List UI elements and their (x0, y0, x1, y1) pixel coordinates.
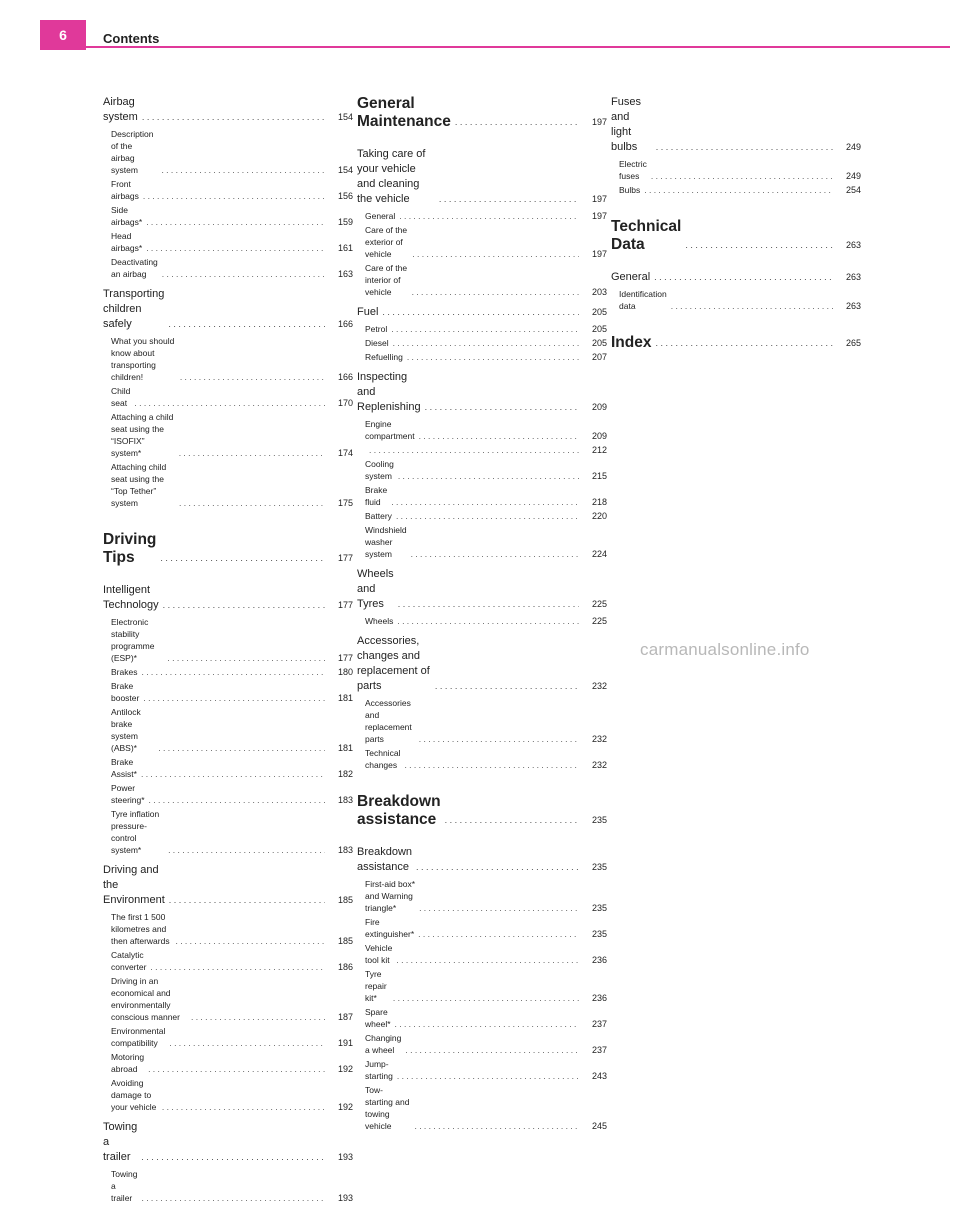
toc-entry-title: Brake Assist* (111, 757, 137, 779)
toc-sub-entry[interactable] (103, 1025, 353, 1049)
toc-entry-page: 154 (337, 165, 353, 175)
toc-sub-entry[interactable] (357, 323, 607, 335)
toc-entry-page: 220 (591, 511, 607, 521)
toc-entry-page: 166 (337, 319, 353, 329)
toc-entry-page: 193 (337, 1193, 353, 1203)
toc-entry-title: Motoring abroad (111, 1052, 145, 1074)
toc-entry-title: Brake booster (111, 681, 140, 703)
toc-entry-page: 209 (591, 402, 607, 412)
dot-leader (382, 305, 579, 320)
toc-sub-entry[interactable] (103, 178, 353, 202)
toc-entry-page: 205 (591, 324, 607, 334)
toc-sub-entry[interactable] (357, 224, 607, 260)
toc-sub-entry[interactable] (103, 706, 353, 754)
toc-sub-entry[interactable] (611, 158, 861, 182)
toc-entry-title: Child seat (111, 386, 131, 408)
toc-entry-page: 170 (337, 398, 353, 408)
toc-entry-title: Breakdown assistance (357, 793, 441, 828)
toc-entry-title: Taking care of your vehicle and cleaning the vehicle (357, 148, 426, 205)
watermark: carmanualsonline.info (640, 640, 810, 659)
toc-entry-page: 156 (337, 191, 353, 201)
toc-section-entry[interactable] (357, 305, 607, 320)
dot-leader (143, 692, 325, 704)
dot-leader (405, 1044, 579, 1056)
toc-entry-title: Jump-starting (365, 1059, 393, 1081)
toc-sub-entry[interactable] (357, 337, 607, 349)
dot-leader (671, 300, 833, 312)
toc-entry-page: 235 (591, 815, 607, 825)
toc-entry-page: 225 (591, 616, 607, 626)
toc-entry-title: Breakdown assistance (357, 846, 413, 873)
toc-entry-title: Attaching child seat using the “Top Tether” system (111, 462, 167, 508)
dot-leader (397, 1070, 579, 1082)
toc-sub-entry[interactable] (103, 911, 353, 947)
toc-sub-entry[interactable] (103, 808, 353, 856)
toc-entry-title: Wheels and Tyres (357, 568, 394, 610)
toc-sub-entry[interactable] (103, 680, 353, 704)
toc-entry-page: 159 (337, 217, 353, 227)
toc-entry-title: General (365, 211, 396, 221)
toc-entry-title: Technical Data (611, 218, 682, 253)
toc-sub-entry[interactable] (357, 697, 607, 745)
toc-sub-entry[interactable] (357, 418, 607, 442)
toc-entry-title: Tow-starting and towing vehicle (365, 1085, 410, 1131)
dot-leader (455, 113, 579, 131)
dot-leader (141, 1150, 325, 1165)
toc-entry-title: Windshield washer system (365, 525, 407, 559)
toc-sub-entry[interactable] (357, 1032, 607, 1056)
toc-entry-page: 249 (845, 171, 861, 181)
dot-leader (167, 652, 325, 664)
toc-entry-page: 197 (591, 249, 607, 259)
toc-sub-entry[interactable] (357, 747, 607, 771)
toc-section-entry[interactable] (357, 370, 607, 415)
toc-entry-title: Refuelling (365, 352, 403, 362)
toc-entry-title: Driving Tips (103, 531, 157, 566)
toc-sub-entry[interactable] (103, 461, 353, 509)
toc-entry-page: 209 (591, 431, 607, 441)
dot-leader (404, 759, 579, 771)
toc-sub-entry[interactable] (357, 444, 607, 456)
toc-sub-entry[interactable] (357, 1058, 607, 1082)
dot-leader (191, 1011, 325, 1023)
toc-sub-entry[interactable] (357, 524, 607, 560)
toc-entry-title: What you should know about transporting children! (111, 336, 175, 382)
toc-entry-title: Description of the airbag system (111, 129, 154, 175)
toc-entry-page: 185 (337, 936, 353, 946)
dot-leader (146, 216, 325, 228)
toc-entry-title: Technical changes (365, 748, 401, 770)
toc-entry-page: 187 (337, 1012, 353, 1022)
toc-entry-page: 181 (337, 693, 353, 703)
toc-entry-page: 225 (591, 599, 607, 609)
dot-leader (412, 248, 579, 260)
toc-sub-entry[interactable] (103, 975, 353, 1023)
toc-entry-page: 236 (591, 955, 607, 965)
toc-entry-page: 245 (591, 1121, 607, 1131)
toc-entry-page: 182 (337, 769, 353, 779)
dot-leader (655, 334, 833, 352)
dot-leader (175, 935, 325, 947)
toc-entry-title: Deactivating an airbag (111, 257, 158, 279)
toc-entry-title: Avoiding damage to your vehicle (111, 1078, 157, 1112)
toc-entry-page: 249 (845, 142, 861, 152)
toc-sub-entry[interactable] (357, 484, 607, 508)
toc-entry-title: Driving and the Environment (103, 864, 165, 906)
dot-leader (391, 496, 579, 508)
dot-leader (369, 444, 579, 456)
toc-entry-page: 186 (337, 962, 353, 972)
toc-entry-title: Vehicle tool kit (365, 943, 393, 965)
toc-entry-page: 236 (591, 993, 607, 1003)
toc-entry-page: 232 (591, 734, 607, 744)
toc-sub-entry[interactable] (103, 1077, 353, 1113)
toc-sub-entry[interactable] (103, 128, 353, 176)
dot-leader (141, 1192, 325, 1204)
dot-leader (654, 270, 833, 285)
toc-entry-title: Care of the interior of vehicle (365, 263, 408, 297)
toc-entry-title: General (611, 271, 651, 283)
dot-leader (160, 549, 325, 567)
toc-entry-title: Towing a trailer (103, 1121, 138, 1163)
dot-leader (158, 742, 325, 754)
toc-entry-title: Tyre repair kit* (365, 969, 387, 1003)
dot-leader (414, 1120, 579, 1132)
toc-section-entry[interactable] (103, 583, 353, 613)
toc-section-entry[interactable] (357, 634, 607, 694)
toc-entry-page: 237 (591, 1019, 607, 1029)
toc-entry-title: Transporting children safely (103, 288, 165, 330)
toc-entry-title: Fuses and light bulbs (611, 96, 641, 153)
dot-leader (419, 733, 579, 745)
toc-sub-entry[interactable] (611, 184, 861, 196)
toc-entry-title: Identification data (619, 289, 667, 311)
page-title: Contents (103, 31, 160, 46)
toc-sub-entry[interactable] (357, 210, 607, 222)
toc-entry-page: 235 (591, 929, 607, 939)
toc-sub-entry[interactable] (611, 288, 861, 312)
toc-sub-entry[interactable] (357, 615, 607, 627)
dot-leader (146, 242, 325, 254)
toc-entry-page: 263 (845, 272, 861, 282)
toc-entry-page: 183 (337, 795, 353, 805)
toc-sub-entry[interactable] (357, 1084, 607, 1132)
toc-section-entry[interactable] (103, 1120, 353, 1165)
toc-entry-page: 192 (337, 1064, 353, 1074)
dot-leader (416, 860, 579, 875)
toc-column-3 (611, 95, 861, 368)
dot-leader (396, 510, 579, 522)
toc-entry-page: 192 (337, 1102, 353, 1112)
toc-entry-page: 174 (337, 448, 353, 458)
page-number: 6 (59, 27, 67, 43)
dot-leader (395, 1018, 579, 1030)
toc-entry-page: 177 (337, 600, 353, 610)
toc-entry-page: 215 (591, 471, 607, 481)
toc-sub-entry[interactable] (357, 351, 607, 363)
toc-chapter-entry[interactable] (103, 531, 353, 567)
toc-entry-title: Catalytic converter (111, 950, 147, 972)
dot-leader (141, 768, 325, 780)
toc-entry-title: Airbag system (103, 96, 138, 123)
dot-leader (162, 268, 325, 280)
toc-entry-page: 265 (845, 338, 861, 348)
toc-section-entry[interactable] (357, 845, 607, 875)
toc-entry-title: Intelligent Technology (103, 584, 159, 611)
toc-entry-page: 154 (337, 112, 353, 122)
toc-chapter-entry[interactable] (357, 95, 607, 131)
toc-entry-title: Index (611, 334, 652, 351)
toc-entry-title: Electric fuses (619, 159, 647, 181)
toc-sub-entry[interactable] (103, 1051, 353, 1075)
toc-entry-page: 193 (337, 1152, 353, 1162)
toc-sub-entry[interactable] (357, 458, 607, 482)
dot-leader (149, 794, 325, 806)
dot-leader (169, 893, 325, 908)
dot-leader (396, 954, 579, 966)
dot-leader (141, 666, 325, 678)
toc-sub-entry[interactable] (103, 411, 353, 459)
toc-entry-title: Towing a trailer (111, 1169, 138, 1203)
toc-entry-title: First-aid box* and Warning triangle* (365, 879, 416, 913)
toc-entry-title: Inspecting and Replenishing (357, 371, 421, 413)
dot-leader (134, 397, 325, 409)
toc-entry-page: 161 (337, 243, 353, 253)
dot-leader (143, 190, 325, 202)
toc-entry-title: Power steering* (111, 783, 145, 805)
dot-leader (180, 371, 325, 383)
dot-leader (412, 286, 579, 298)
toc-entry-title: Tyre inflation pressure-control system* (111, 809, 160, 855)
toc-entry-title: Changing a wheel (365, 1033, 402, 1055)
dot-leader (419, 902, 579, 914)
dot-leader (179, 447, 325, 459)
dot-leader (445, 811, 579, 829)
toc-entry-title: Environmental compatibility (111, 1026, 166, 1048)
toc-entry-title: Cooling system (365, 459, 394, 481)
toc-entry-page: 254 (845, 185, 861, 195)
toc-column-1 (103, 95, 353, 1206)
toc-entry-title: Head airbags* (111, 231, 143, 253)
toc-entry-page: 163 (337, 269, 353, 279)
dot-leader (418, 928, 579, 940)
dot-leader (168, 317, 325, 332)
dot-leader (425, 400, 579, 415)
toc-entry-page: 243 (591, 1071, 607, 1081)
dot-leader (435, 679, 579, 694)
dot-leader (150, 961, 325, 973)
dot-leader (391, 323, 579, 335)
toc-entry-title: Attaching a child seat using the “ISOFIX” system* (111, 412, 174, 458)
toc-sub-entry[interactable] (357, 1006, 607, 1030)
dot-leader (169, 1037, 325, 1049)
toc-column-2 (357, 95, 607, 1134)
toc-section-entry[interactable] (103, 863, 353, 908)
dot-leader (397, 615, 579, 627)
dot-leader (148, 1063, 325, 1075)
toc-sub-entry[interactable] (103, 949, 353, 973)
toc-entry-title: Diesel (365, 338, 389, 348)
toc-entry-title: Fire extinguisher* (365, 917, 415, 939)
toc-entry-page: 263 (845, 240, 861, 250)
dot-leader (161, 164, 325, 176)
toc-entry-page: 185 (337, 895, 353, 905)
dot-leader (439, 192, 579, 207)
toc-entry-page: 235 (591, 862, 607, 872)
toc-entry-page: 177 (337, 553, 353, 563)
toc-sub-entry[interactable] (357, 262, 607, 298)
toc-entry-title: Brakes (111, 667, 138, 677)
toc-entry-page: 237 (591, 1045, 607, 1055)
dot-leader (393, 992, 579, 1004)
toc-entry-page: 232 (591, 681, 607, 691)
toc-chapter-entry[interactable] (611, 334, 861, 352)
toc-entry-title: Accessories, changes and replacement of parts (357, 635, 430, 692)
toc-sub-entry[interactable] (357, 968, 607, 1004)
dot-leader (163, 598, 325, 613)
toc-entry-page: 183 (337, 845, 353, 855)
dot-leader (644, 184, 833, 196)
toc-entry-title: Antilock brake system (ABS)* (111, 707, 141, 753)
dot-leader (142, 110, 325, 125)
toc-entry-page: 181 (337, 743, 353, 753)
toc-sub-entry[interactable] (103, 1168, 353, 1204)
toc-section-entry[interactable] (103, 95, 353, 125)
toc-sub-entry[interactable] (357, 916, 607, 940)
toc-entry-page: 212 (591, 445, 607, 455)
toc-entry-page: 197 (591, 211, 607, 221)
toc-entry-page: 197 (591, 194, 607, 204)
toc-section-entry[interactable] (611, 95, 861, 155)
toc-sub-entry[interactable] (103, 756, 353, 780)
dot-leader (407, 351, 579, 363)
toc-sub-entry[interactable] (357, 510, 607, 522)
toc-sub-entry[interactable] (103, 230, 353, 254)
toc-entry-title: Fuel (357, 306, 379, 318)
toc-chapter-entry[interactable] (357, 793, 607, 829)
dot-leader (179, 497, 325, 509)
dot-leader (685, 236, 833, 254)
toc-entry-title: Spare wheel* (365, 1007, 391, 1029)
toc-entry-page: 203 (591, 287, 607, 297)
dot-leader (398, 597, 579, 612)
toc-section-entry[interactable] (357, 567, 607, 612)
toc-entry-title: Front airbags (111, 179, 139, 201)
toc-entry-title: Battery (365, 511, 392, 521)
dot-leader (162, 1101, 325, 1113)
dot-leader (419, 430, 579, 442)
toc-entry-title: Petrol (365, 324, 388, 334)
toc-entry-title: Bulbs (619, 185, 641, 195)
dot-leader (651, 170, 833, 182)
toc-entry-page: 224 (591, 549, 607, 559)
toc-sub-entry[interactable] (103, 335, 353, 383)
toc-entry-title: Accessories and replacement parts (365, 698, 412, 744)
toc-section-entry[interactable] (103, 287, 353, 332)
toc-entry-page: 232 (591, 760, 607, 770)
toc-entry-title: Electronic stability programme (ESP)* (111, 617, 155, 663)
toc-entry-title: Engine compartment (365, 419, 415, 441)
toc-entry-title: Driving in an economical and environmentally conscious manner (111, 976, 180, 1022)
toc-sub-entry[interactable] (357, 878, 607, 914)
toc-entry-title: The first 1 500 kilometres and then afterwards (111, 912, 170, 946)
toc-entry-page: 175 (337, 498, 353, 508)
header-divider (40, 46, 950, 48)
toc-entry-page: 205 (591, 338, 607, 348)
dot-leader (168, 844, 325, 856)
toc-entry-title: Side airbags* (111, 205, 143, 227)
toc-entry-title: Care of the exterior of vehicle (365, 225, 408, 259)
toc-entry-title: Brake fluid (365, 485, 388, 507)
toc-chapter-entry[interactable] (611, 218, 861, 254)
dot-leader (656, 140, 833, 155)
toc-sub-entry[interactable] (103, 385, 353, 409)
toc-section-entry[interactable] (357, 147, 607, 207)
toc-entry-title: Wheels (365, 616, 394, 626)
toc-section-entry[interactable] (611, 270, 861, 285)
toc-sub-entry[interactable] (103, 616, 353, 664)
dot-leader (398, 470, 579, 482)
dot-leader (399, 210, 579, 222)
toc-entry-page: 191 (337, 1038, 353, 1048)
dot-leader (411, 548, 579, 560)
toc-sub-entry[interactable] (103, 204, 353, 228)
toc-sub-entry[interactable] (357, 942, 607, 966)
toc-entry-page: 180 (337, 667, 353, 677)
toc-entry-page: 235 (591, 903, 607, 913)
toc-entry-title: General Maintenance (357, 95, 451, 130)
toc-entry-page: 263 (845, 301, 861, 311)
toc-sub-entry[interactable] (103, 782, 353, 806)
toc-entry-page: 177 (337, 653, 353, 663)
toc-entry-page: 218 (591, 497, 607, 507)
toc-entry-page: 166 (337, 372, 353, 382)
toc-entry-page: 205 (591, 307, 607, 317)
toc-sub-entry[interactable] (103, 256, 353, 280)
dot-leader (393, 337, 579, 349)
toc-entry-page: 207 (591, 352, 607, 362)
toc-entry-page: 197 (591, 117, 607, 127)
toc-sub-entry[interactable] (103, 666, 353, 678)
